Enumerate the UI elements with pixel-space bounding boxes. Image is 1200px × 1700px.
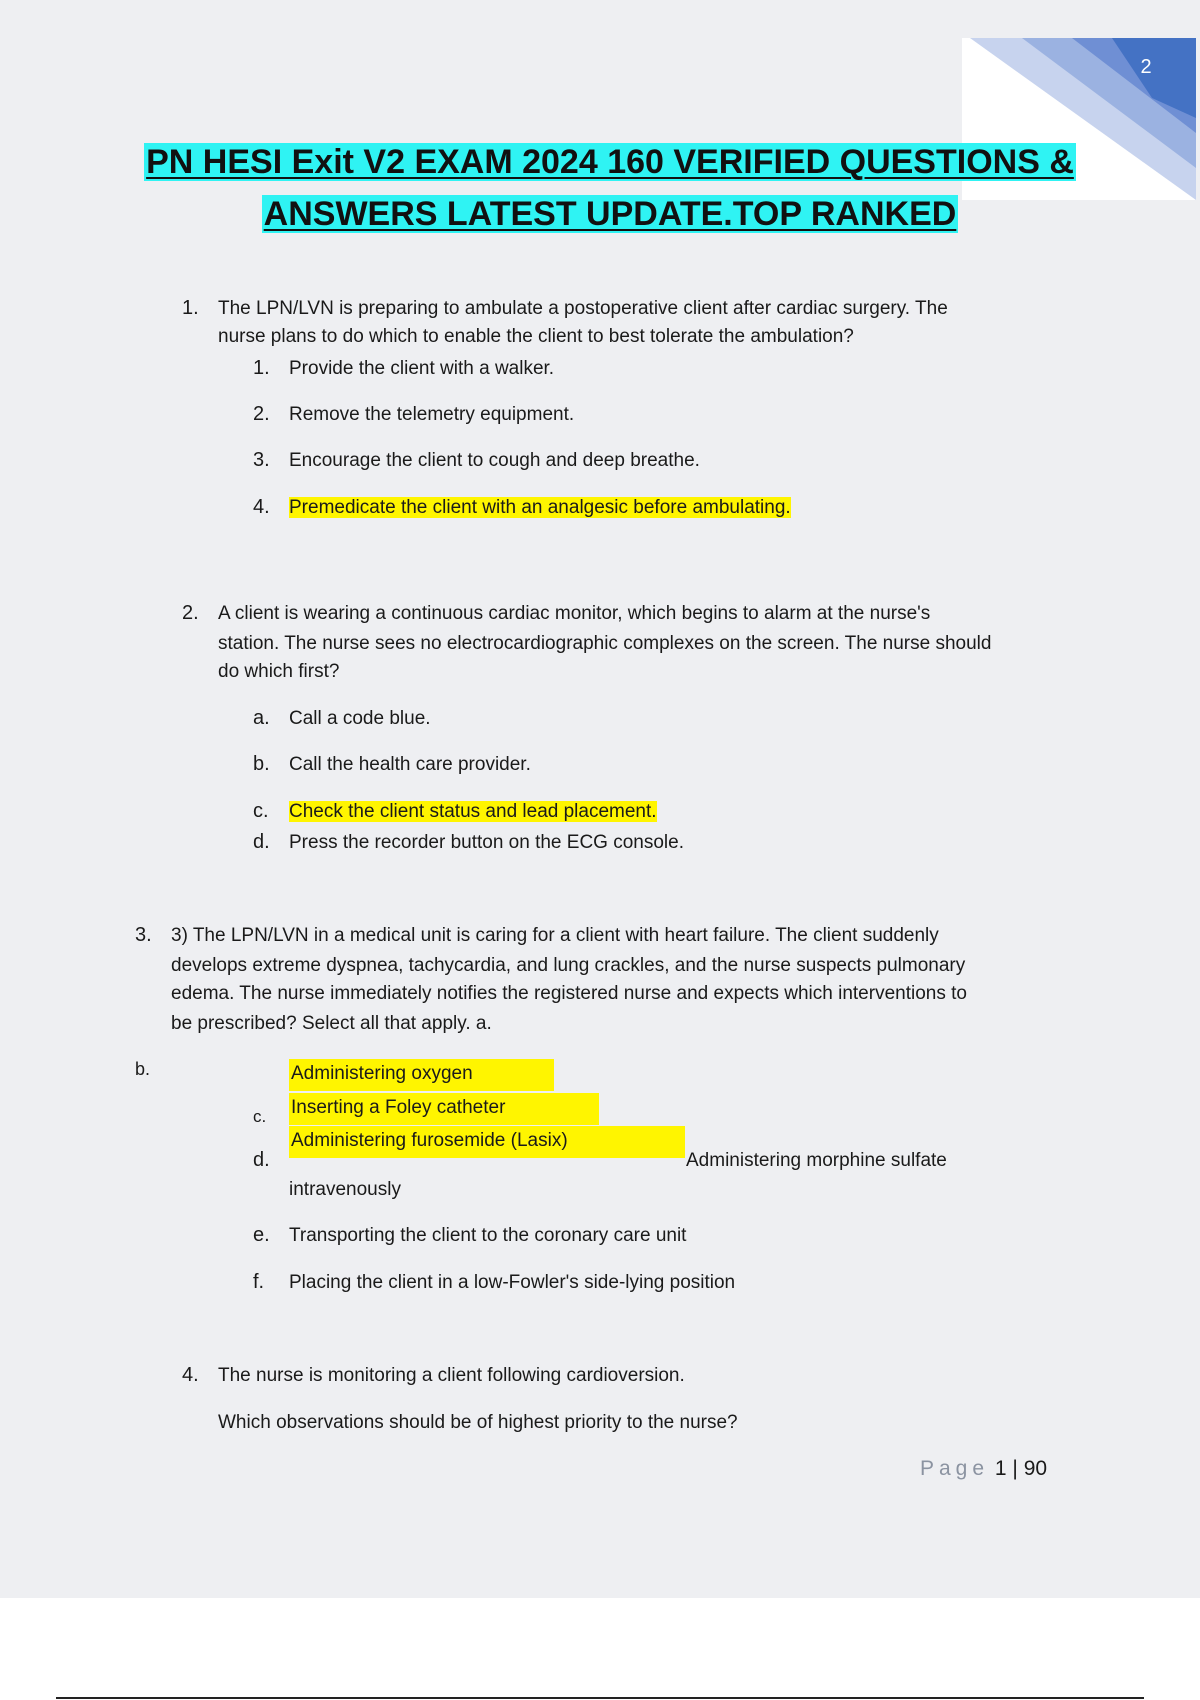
q3-answer-highlight: Administering furosemide (Lasix) (289, 1126, 685, 1158)
q2-option-text: Call a code blue. (289, 708, 431, 729)
q3-option-text: intravenously (289, 1179, 401, 1200)
q1-option-text: Remove the telemetry equipment. (289, 404, 575, 425)
q1-answer-highlight (289, 493, 791, 522)
q1-text-line-1: The LPN/LVN is preparing to ambulate a postoperative client after cardiac surgery. The (218, 298, 948, 319)
q1-number: 1. (182, 297, 199, 319)
q2-option-text: Press the recorder button on the ECG console. (289, 832, 684, 853)
q3-answer-highlight: Administering oxygen (289, 1059, 554, 1091)
q1-option-text: Provide the client with a walker. (289, 358, 555, 379)
q3-option-label: d. (253, 1149, 270, 1171)
q1-option-text: Encourage the client to cough and deep breathe. (289, 450, 700, 471)
q2-option-label: d. (253, 831, 270, 853)
title-line-1: PN HESI Exit V2 EXAM 2024 160 VERIFIED QUESTIONS & (146, 143, 1074, 181)
q1-option-label: 4. (253, 496, 270, 518)
q2-answer-highlight (289, 797, 657, 826)
q2-correct-answer: Check the client status and lead placement. (289, 801, 657, 822)
q4-text-line-2: Which observations should be of highest priority to the nurse? (218, 1412, 738, 1433)
q2-option-label: c. (253, 800, 269, 822)
q3-option-label: b. (135, 1059, 151, 1079)
corner-page-number: 2 (1140, 56, 1152, 78)
q2-option-label: b. (253, 753, 270, 775)
q1-option-label: 2. (253, 403, 270, 425)
q2-number: 2. (182, 602, 199, 624)
q2-text-line-2: station. The nurse sees no electrocardiographic complexes on the screen. The nurse should (218, 633, 992, 654)
q3-text-line-2: develops extreme dyspnea, tachycardia, and lung crackles, and the nurse suspects pulmonary (171, 955, 966, 976)
footer-page-word: Page (920, 1457, 990, 1480)
q1-option-label: 1. (253, 357, 270, 379)
q1-option-label: 3. (253, 449, 270, 471)
title-line-2: ANSWERS LATEST UPDATE.TOP RANKED (263, 195, 957, 233)
q2-option-label: a. (253, 707, 270, 729)
q2-option-text: Call the health care provider. (289, 754, 531, 775)
footer-page-number: 1 | 90 (994, 1457, 1048, 1480)
q3-option-label: f. (253, 1271, 265, 1293)
q3-option-label: e. (253, 1224, 270, 1246)
q3-option-text: Administering morphine sulfate (686, 1150, 947, 1171)
q3-option-label: c. (253, 1107, 267, 1126)
q4-text-line-1: The nurse is monitoring a client following cardioversion. (218, 1365, 685, 1386)
q3-text-line-1: 3) The LPN/LVN in a medical unit is caring for a client with heart failure. The client suddenly (171, 925, 939, 946)
q1-correct-answer: Premedicate the client with an analgesic before ambulating. (289, 497, 791, 518)
q3-number: 3. (135, 924, 152, 946)
page-footer (920, 1454, 1047, 1484)
q3-option-text: Placing the client in a low-Fowler's side-lying position (289, 1272, 736, 1293)
q3-text-line-4: be prescribed? Select all that apply. a. (171, 1013, 492, 1034)
q1-text-line-2: nurse plans to do which to enable the client to best tolerate the ambulation? (218, 326, 854, 347)
document-title (60, 136, 1160, 240)
q3-answer-highlight: Inserting a Foley catheter (289, 1093, 599, 1125)
q4-number: 4. (182, 1364, 199, 1386)
q2-text-line-3: do which first? (218, 661, 340, 682)
q3-option-text: Transporting the client to the coronary care unit (289, 1225, 687, 1246)
bottom-divider (56, 1697, 1144, 1699)
q3-text-line-3: edema. The nurse immediately notifies the registered nurse and expects which interventions to (171, 983, 967, 1004)
q2-text-line-1: A client is wearing a continuous cardiac monitor, which begins to alarm at the nurse's (218, 603, 931, 624)
